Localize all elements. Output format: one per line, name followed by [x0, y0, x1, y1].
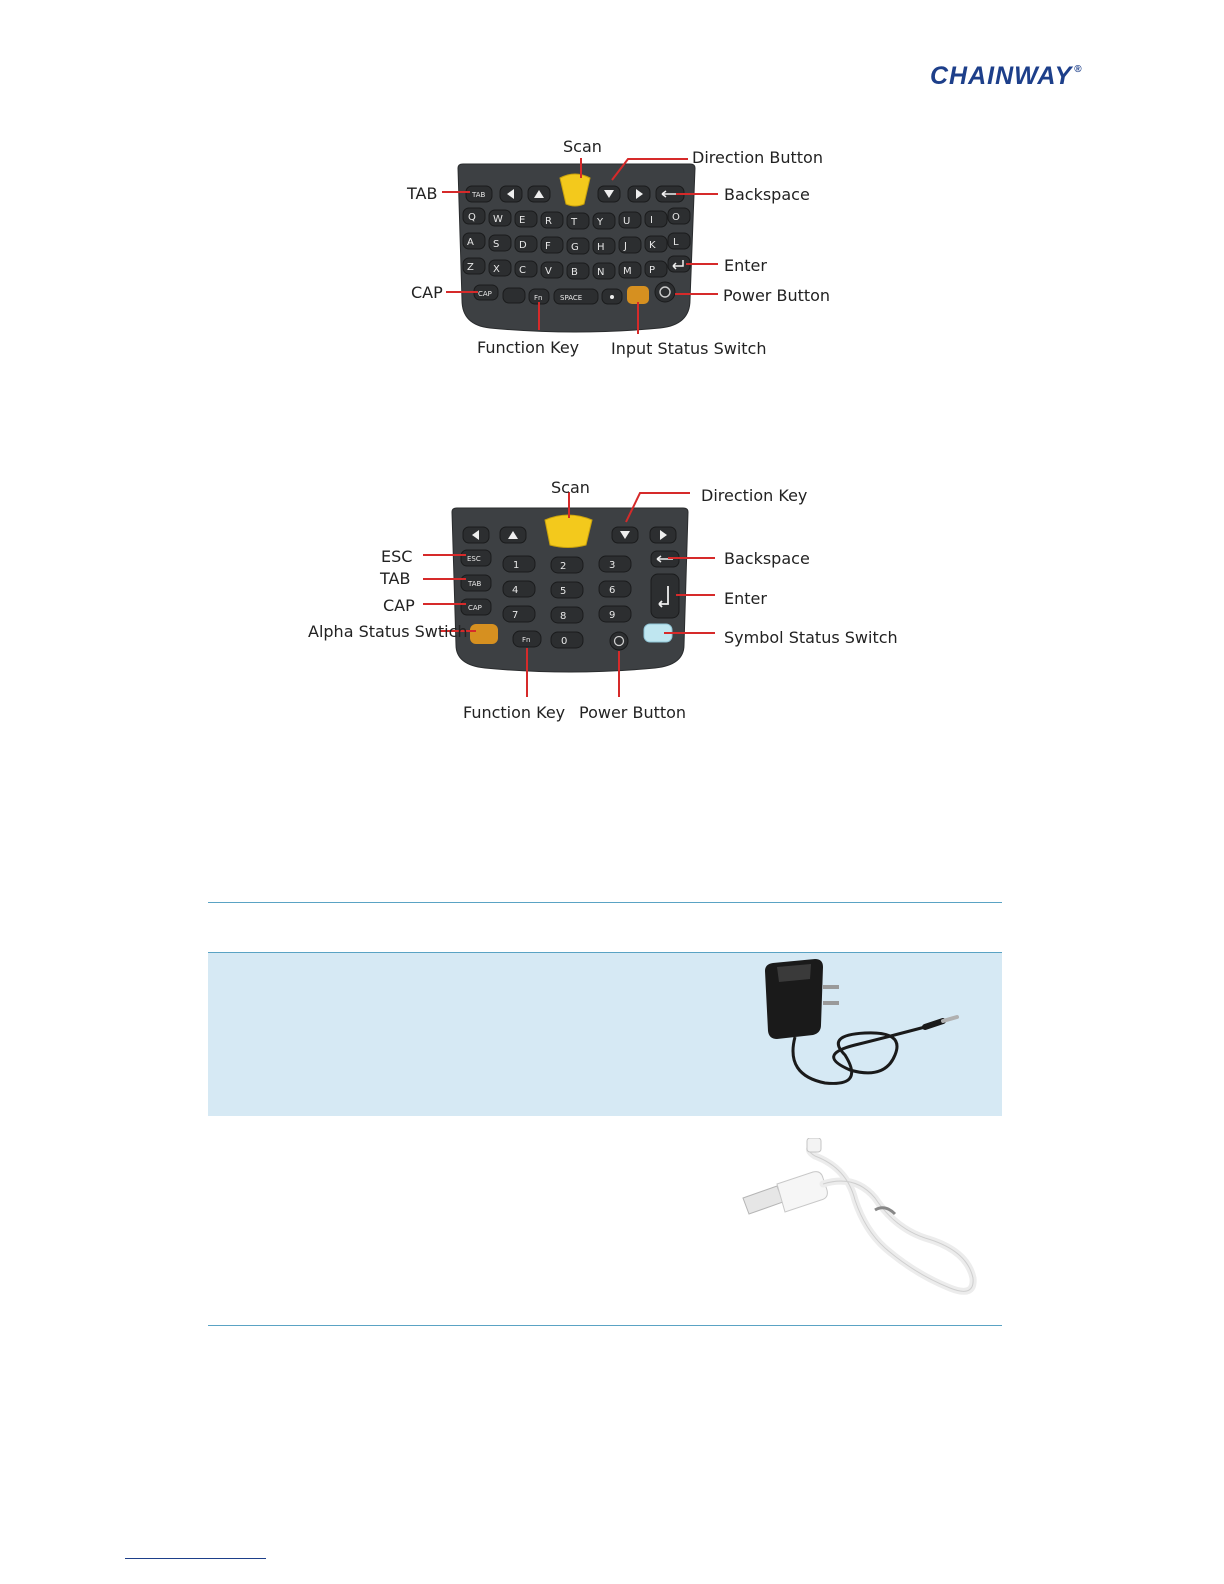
table-top-rule [208, 902, 1002, 903]
power-adapter-icon [755, 955, 970, 1100]
label-cap: CAP [411, 283, 443, 302]
label-function-key: Function Key [463, 703, 566, 722]
label-alpha-status-switch: Alpha Status Swtich [308, 622, 468, 641]
key-g: G [571, 242, 579, 253]
brand-logo-text: CHAINWAY [930, 62, 1073, 90]
key-b: B [571, 267, 578, 278]
label-direction-button: Direction Button [692, 148, 823, 167]
label-power-button: Power Button [579, 703, 687, 722]
key-7: 7 [512, 610, 519, 621]
adapter-face [777, 964, 811, 982]
numeric-tab-key-label: TAB [468, 580, 482, 588]
usb-a-connector [743, 1186, 783, 1214]
adapter-prong-2 [823, 1001, 839, 1005]
label-backspace: Backspace [724, 549, 810, 568]
registered-mark: ® [1074, 64, 1083, 75]
key-h: H [597, 242, 605, 253]
key-a: A [467, 237, 474, 248]
numeric-esc-key-label: ESC [467, 555, 481, 563]
adapter-plug-tip [943, 1017, 957, 1021]
key-n: N [597, 267, 605, 278]
key-j: J [624, 241, 627, 252]
label-direction-key: Direction Key [701, 486, 808, 505]
key-w: W [493, 214, 503, 225]
numeric-enter-key [651, 574, 679, 618]
qwerty-symbol-key [503, 288, 525, 303]
label-symbol-status-switch: Symbol Status Switch [724, 628, 898, 647]
key-r: R [545, 216, 552, 227]
key-3: 3 [609, 560, 616, 571]
qwerty-input-status-key [627, 286, 649, 304]
numeric-power-key [610, 632, 628, 650]
footnote-rule [125, 1558, 266, 1559]
adapter-plug-sleeve [925, 1021, 943, 1027]
numeric-fn-key-label: Fn [522, 636, 531, 644]
key-e: E [519, 215, 526, 226]
table-bottom-rule [208, 1325, 1002, 1326]
numeric-scan-key [545, 515, 592, 548]
usb-cable-icon [735, 1138, 985, 1303]
key-s: S [493, 239, 500, 250]
label-enter: Enter [724, 589, 767, 608]
qwerty-fn-key-label: Fn [534, 294, 543, 302]
label-tab: TAB [407, 184, 438, 203]
key-o: O [672, 212, 680, 223]
adapter-prong-1 [823, 985, 839, 989]
key-8: 8 [560, 611, 567, 622]
key-0: 0 [561, 636, 568, 647]
usb-a-housing [777, 1172, 827, 1212]
label-scan: Scan [563, 137, 602, 156]
key-c: C [519, 265, 526, 276]
label-function-key: Function Key [477, 338, 580, 357]
key-6: 6 [609, 585, 616, 596]
key-l: L [673, 237, 679, 248]
key-t: T [571, 217, 578, 228]
usb-cable-cord [809, 1146, 973, 1291]
micro-usb-connector [807, 1138, 821, 1152]
key-x: X [493, 264, 500, 275]
key-5: 5 [560, 586, 567, 597]
label-scan: Scan [551, 478, 590, 497]
key-1: 1 [513, 560, 520, 571]
key-9: 9 [609, 610, 616, 621]
numeric-keypad [308, 478, 898, 722]
key-m: M [623, 266, 632, 277]
key-f: F [545, 241, 551, 252]
label-power-button: Power Button [723, 286, 831, 305]
qwerty-keypad [406, 137, 830, 358]
numeric-cap-key-label: CAP [468, 604, 482, 612]
numeric-alpha-status-key [470, 624, 498, 644]
qwerty-space-key-label: SPACE [560, 294, 583, 302]
key-y: Y [597, 217, 604, 228]
key-k: K [649, 240, 656, 251]
adapter-cord [793, 1027, 925, 1083]
key-p: P [649, 265, 656, 276]
key-q: Q [468, 212, 476, 223]
key-u: U [623, 216, 631, 227]
label-backspace: Backspace [724, 185, 810, 204]
label-tab: TAB [380, 569, 411, 588]
key-i: I [650, 215, 653, 226]
label-enter: Enter [724, 256, 767, 275]
qwerty-cap-key-label: CAP [478, 290, 492, 298]
dot-icon [610, 295, 614, 299]
key-v: V [545, 266, 552, 277]
qwerty-tab-key-label: TAB [472, 191, 486, 199]
key-4: 4 [512, 585, 519, 596]
label-input-status-switch: Input Status Switch [611, 339, 767, 358]
label-cap: CAP [383, 596, 415, 615]
label-esc: ESC [381, 547, 413, 566]
key-2: 2 [560, 561, 567, 572]
key-z: Z [467, 262, 474, 273]
qwerty-power-key [655, 282, 675, 302]
key-d: D [519, 240, 527, 251]
